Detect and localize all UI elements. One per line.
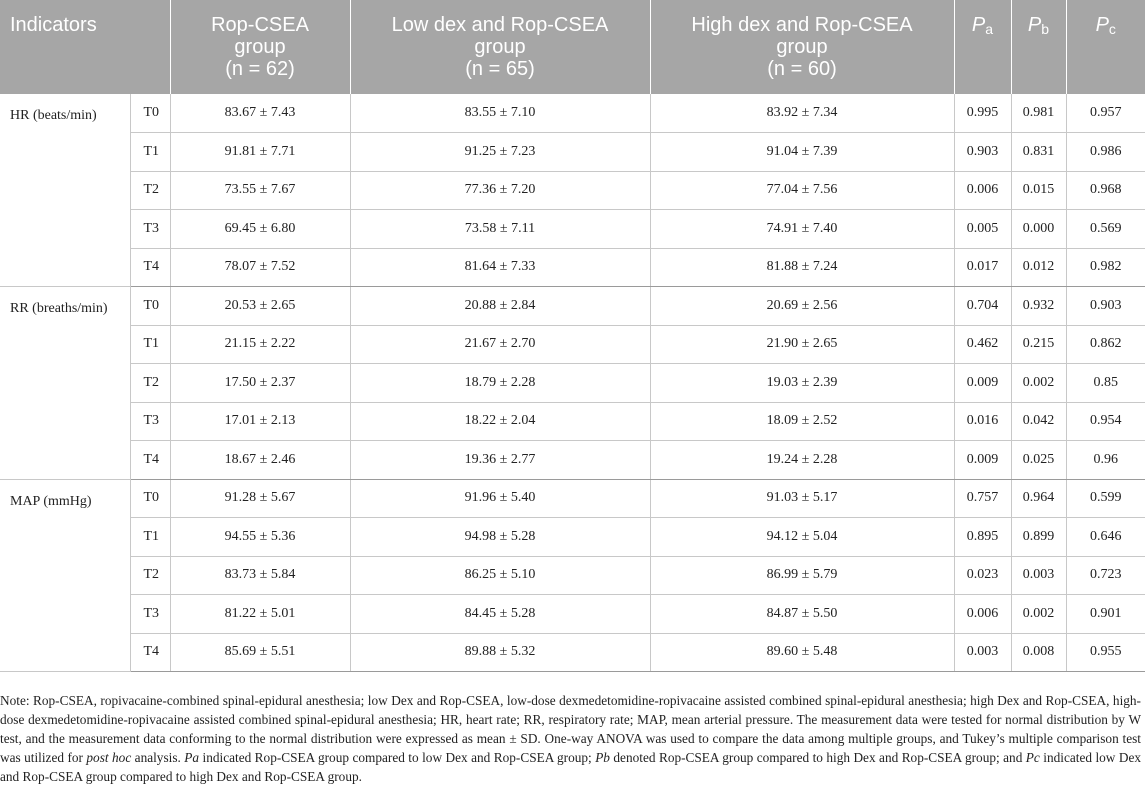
- high-dex-value: 83.92 ± 7.34: [650, 94, 954, 133]
- time-cell: T1: [130, 325, 170, 364]
- pb-value: 0.215: [1011, 325, 1066, 364]
- pc-value: 0.968: [1066, 171, 1145, 210]
- pa-value: 0.009: [954, 364, 1011, 403]
- low-dex-value: 83.55 ± 7.10: [350, 94, 650, 133]
- pb-value: 0.003: [1011, 556, 1066, 595]
- pc-value: 0.85: [1066, 364, 1145, 403]
- high-dex-value: 19.03 ± 2.39: [650, 364, 954, 403]
- high-dex-value: 77.04 ± 7.56: [650, 171, 954, 210]
- table-row: [0, 133, 1145, 172]
- table-row: [0, 556, 1145, 595]
- header-indicators: Indicators: [0, 0, 170, 94]
- header-rop-csea-group: Rop-CSEA group (n = 62): [170, 0, 350, 94]
- low-dex-value: 18.22 ± 2.04: [350, 402, 650, 441]
- time-cell: T4: [130, 633, 170, 672]
- high-dex-value: 19.24 ± 2.28: [650, 441, 954, 480]
- table-row: [0, 441, 1145, 480]
- high-dex-value: 18.09 ± 2.52: [650, 402, 954, 441]
- low-dex-value: 21.67 ± 2.70: [350, 325, 650, 364]
- pb-value: 0.002: [1011, 595, 1066, 634]
- high-dex-value: 20.69 ± 2.56: [650, 287, 954, 326]
- time-cell: T0: [130, 479, 170, 518]
- time-cell: T3: [130, 210, 170, 249]
- time-cell: T2: [130, 364, 170, 403]
- time-cell: T2: [130, 171, 170, 210]
- pa-value: 0.023: [954, 556, 1011, 595]
- pa-value: 0.903: [954, 133, 1011, 172]
- indicator-label: HR (beats/min): [0, 94, 130, 287]
- rop-csea-value: 18.67 ± 2.46: [170, 441, 350, 480]
- rop-csea-value: 73.55 ± 7.67: [170, 171, 350, 210]
- pc-value: 0.954: [1066, 402, 1145, 441]
- pa-value: 0.005: [954, 210, 1011, 249]
- low-dex-value: 84.45 ± 5.28: [350, 595, 650, 634]
- pb-value: 0.025: [1011, 441, 1066, 480]
- pa-value: 0.006: [954, 171, 1011, 210]
- header-pb: $P_b$: [1011, 0, 1066, 94]
- pa-value: 0.006: [954, 595, 1011, 634]
- indicator-label: RR (breaths/min): [0, 287, 130, 480]
- pc-value: 0.599: [1066, 479, 1145, 518]
- high-dex-value: 89.60 ± 5.48: [650, 633, 954, 672]
- pc-value: 0.862: [1066, 325, 1145, 364]
- pa-value: 0.995: [954, 94, 1011, 133]
- pb-value: 0.831: [1011, 133, 1066, 172]
- rop-csea-value: 94.55 ± 5.36: [170, 518, 350, 557]
- table-header: [0, 0, 1145, 94]
- indicator-label: MAP (mmHg): [0, 479, 130, 672]
- rop-csea-value: 91.28 ± 5.67: [170, 479, 350, 518]
- time-cell: T2: [130, 556, 170, 595]
- table-row: [0, 479, 1145, 518]
- pc-value: 0.723: [1066, 556, 1145, 595]
- pb-value: 0.002: [1011, 364, 1066, 403]
- rop-csea-value: 81.22 ± 5.01: [170, 595, 350, 634]
- time-cell: T0: [130, 94, 170, 133]
- table-row: [0, 402, 1145, 441]
- header-pa: $P_a$: [954, 0, 1011, 94]
- rop-csea-value: 83.67 ± 7.43: [170, 94, 350, 133]
- time-cell: T3: [130, 402, 170, 441]
- header-high-dex-group: High dex and Rop-CSEA group (n = 60): [650, 0, 954, 94]
- low-dex-value: 91.25 ± 7.23: [350, 133, 650, 172]
- pb-value: 0.012: [1011, 248, 1066, 287]
- table-row: [0, 633, 1145, 672]
- rop-csea-value: 17.01 ± 2.13: [170, 402, 350, 441]
- pb-value: 0.042: [1011, 402, 1066, 441]
- pc-value: 0.646: [1066, 518, 1145, 557]
- low-dex-value: 94.98 ± 5.28: [350, 518, 650, 557]
- rop-csea-value: 21.15 ± 2.22: [170, 325, 350, 364]
- table-row: [0, 287, 1145, 326]
- low-dex-value: 19.36 ± 2.77: [350, 441, 650, 480]
- pb-value: 0.008: [1011, 633, 1066, 672]
- high-dex-value: 21.90 ± 2.65: [650, 325, 954, 364]
- pa-value: 0.017: [954, 248, 1011, 287]
- low-dex-value: 86.25 ± 5.10: [350, 556, 650, 595]
- pc-value: 0.955: [1066, 633, 1145, 672]
- table-row: [0, 171, 1145, 210]
- rop-csea-value: 17.50 ± 2.37: [170, 364, 350, 403]
- table-row: [0, 595, 1145, 634]
- high-dex-value: 86.99 ± 5.79: [650, 556, 954, 595]
- high-dex-value: 84.87 ± 5.50: [650, 595, 954, 634]
- table-row: [0, 518, 1145, 557]
- pa-value: 0.016: [954, 402, 1011, 441]
- rop-csea-value: 85.69 ± 5.51: [170, 633, 350, 672]
- pa-value: 0.895: [954, 518, 1011, 557]
- pc-value: 0.986: [1066, 133, 1145, 172]
- pb-value: 0.932: [1011, 287, 1066, 326]
- rop-csea-value: 69.45 ± 6.80: [170, 210, 350, 249]
- header-pc: $P_c$: [1066, 0, 1145, 94]
- pb-value: 0.015: [1011, 171, 1066, 210]
- pa-value: 0.462: [954, 325, 1011, 364]
- time-cell: T4: [130, 441, 170, 480]
- pc-value: 0.957: [1066, 94, 1145, 133]
- rop-csea-value: 78.07 ± 7.52: [170, 248, 350, 287]
- pa-value: 0.704: [954, 287, 1011, 326]
- table-note: Note: Rop-CSEA, ropivacaine-combined spinal-epidural anesthesia; low Dex and Rop-CSEA, low-dose dexmedetomidine-ropivacaine assisted combined spinal-epidural anesthesia; high Dex and Rop-CSEA, high-dose dexmedetomidine-ropivacaine assisted combined spinal-epidural anesthesia; HR, heart rate; RR, respiratory rate; MAP, mean arterial pressure. The measurement data were tested for normal distribution by W test, and the measurement data conforming to the normal distribution were expressed as mean ± SD. One-way ANOVA was used to compare the data among multiple groups, and Tukey’s multiple comparison test was utilized for post hoc analysis. Pa indicated Rop-CSEA group compared to low Dex and Rop-CSEA group; Pb denoted Rop-CSEA group compared to high Dex and Rop-CSEA group; and Pc indicated low Dex and Rop-CSEA group compared to high Dex and Rop-CSEA group.: [0, 693, 1141, 785]
- low-dex-value: 81.64 ± 7.33: [350, 248, 650, 287]
- high-dex-value: 74.91 ± 7.40: [650, 210, 954, 249]
- pb-value: 0.000: [1011, 210, 1066, 249]
- high-dex-value: 94.12 ± 5.04: [650, 518, 954, 557]
- pc-value: 0.901: [1066, 595, 1145, 634]
- pa-value: 0.757: [954, 479, 1011, 518]
- high-dex-value: 91.04 ± 7.39: [650, 133, 954, 172]
- low-dex-value: 77.36 ± 7.20: [350, 171, 650, 210]
- table-row: [0, 364, 1145, 403]
- low-dex-value: 20.88 ± 2.84: [350, 287, 650, 326]
- high-dex-value: 91.03 ± 5.17: [650, 479, 954, 518]
- low-dex-value: 18.79 ± 2.28: [350, 364, 650, 403]
- time-cell: T1: [130, 518, 170, 557]
- table-row: [0, 248, 1145, 287]
- time-cell: T4: [130, 248, 170, 287]
- time-cell: T1: [130, 133, 170, 172]
- time-cell: T0: [130, 287, 170, 326]
- table-row: [0, 325, 1145, 364]
- pc-value: 0.903: [1066, 287, 1145, 326]
- pa-value: 0.009: [954, 441, 1011, 480]
- table-row: [0, 94, 1145, 133]
- rop-csea-value: 91.81 ± 7.71: [170, 133, 350, 172]
- pb-value: 0.899: [1011, 518, 1066, 557]
- rop-csea-value: 83.73 ± 5.84: [170, 556, 350, 595]
- table-body: [0, 94, 1145, 672]
- pc-value: 0.569: [1066, 210, 1145, 249]
- pb-value: 0.964: [1011, 479, 1066, 518]
- header-low-dex-group: Low dex and Rop-CSEA group (n = 65): [350, 0, 650, 94]
- high-dex-value: 81.88 ± 7.24: [650, 248, 954, 287]
- low-dex-value: 89.88 ± 5.32: [350, 633, 650, 672]
- pb-value: 0.981: [1011, 94, 1066, 133]
- pc-value: 0.982: [1066, 248, 1145, 287]
- pc-value: 0.96: [1066, 441, 1145, 480]
- low-dex-value: 73.58 ± 7.11: [350, 210, 650, 249]
- rop-csea-value: 20.53 ± 2.65: [170, 287, 350, 326]
- time-cell: T3: [130, 595, 170, 634]
- table-row: [0, 210, 1145, 249]
- pa-value: 0.003: [954, 633, 1011, 672]
- low-dex-value: 91.96 ± 5.40: [350, 479, 650, 518]
